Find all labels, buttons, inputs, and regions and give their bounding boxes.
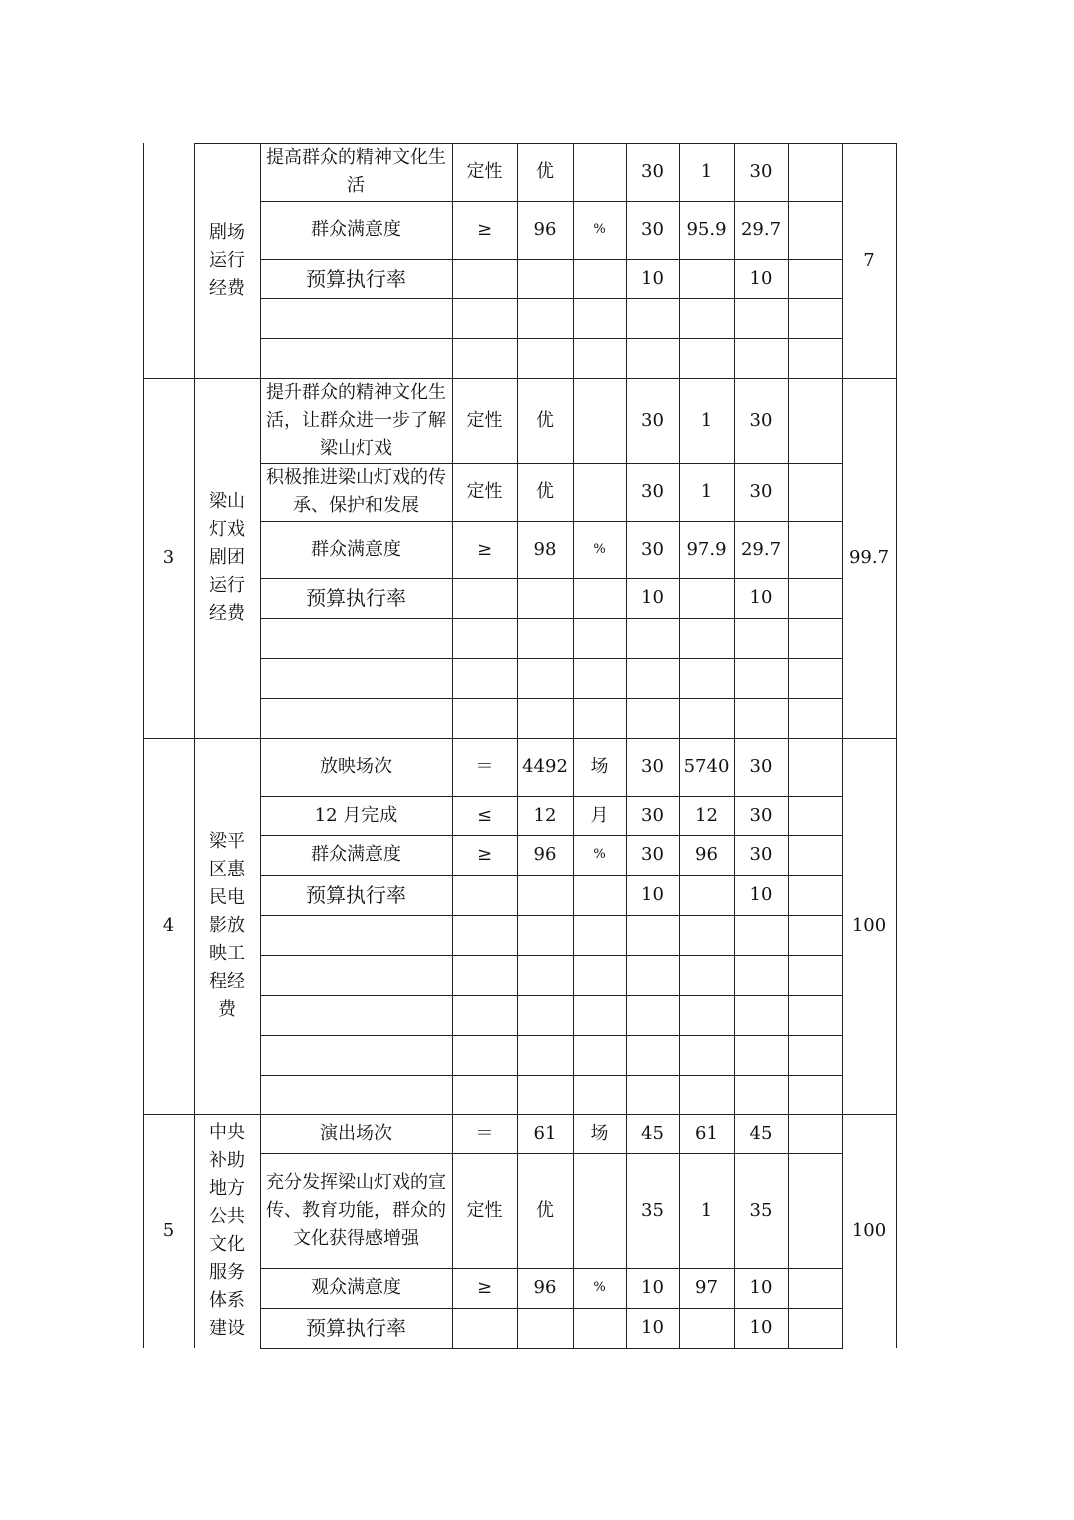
indicator-cell	[260, 915, 452, 955]
grid-line-v	[679, 143, 680, 1348]
note-cell	[788, 875, 842, 915]
score-cell: 29.7	[740, 538, 782, 560]
target-cell	[517, 1075, 573, 1114]
indicator-cell	[260, 658, 452, 698]
score-cell: 30	[749, 756, 773, 777]
weight-cell: 30	[641, 756, 664, 777]
project-name-cell: 中央补助地方公共文化服务体系建设	[209, 1122, 245, 1339]
actual-cell: 97	[695, 1277, 718, 1298]
unit-cell	[573, 698, 626, 738]
operator-cell: ＝	[475, 756, 494, 777]
weight-cell	[626, 1035, 679, 1075]
unit-cell: %	[593, 1280, 606, 1295]
note-cell	[788, 463, 842, 521]
unit-cell	[573, 578, 626, 618]
indicator-cell: 积极推进梁山灯戏的传承、保护和发展	[266, 467, 446, 516]
operator-cell: ≤	[476, 804, 493, 826]
indicator-cell: 演出场次	[320, 1122, 392, 1144]
score-cell: 30	[749, 161, 773, 182]
grid-line-v	[626, 143, 627, 1348]
grid-line-v	[573, 143, 574, 1348]
weight-cell: 30	[641, 161, 664, 182]
indicator-cell: 放映场次	[320, 756, 392, 777]
actual-cell: 95.9	[686, 219, 727, 240]
weight-cell: 30	[641, 409, 664, 431]
grid-line-h	[260, 1035, 843, 1036]
row-index-cell: 5	[162, 1220, 175, 1241]
score-cell	[734, 298, 788, 338]
grid-line-v	[260, 143, 261, 1348]
note-cell	[788, 1075, 842, 1114]
note-cell	[788, 578, 842, 618]
unit-cell	[573, 875, 626, 915]
actual-cell	[679, 1035, 734, 1075]
operator-cell: 定性	[466, 409, 503, 431]
target-cell: 4492	[522, 756, 568, 777]
score-cell: 10	[749, 587, 773, 608]
indicator-cell	[260, 338, 452, 378]
operator-cell	[452, 259, 517, 298]
unit-cell	[573, 1035, 626, 1075]
actual-cell	[679, 915, 734, 955]
target-cell	[517, 259, 573, 298]
unit-cell	[573, 463, 626, 521]
actual-cell: 1	[700, 1199, 713, 1221]
actual-cell: 12	[695, 804, 718, 826]
indicator-cell: 预算执行率	[306, 883, 406, 907]
score-cell: 29.7	[740, 219, 782, 240]
actual-cell: 5740	[683, 756, 730, 777]
actual-cell	[679, 1308, 734, 1348]
grid-line-h	[260, 618, 843, 619]
actual-cell: 97.9	[686, 538, 727, 560]
operator-cell: ≥	[476, 844, 493, 865]
actual-cell: 61	[695, 1122, 718, 1144]
operator-cell	[452, 338, 517, 378]
weight-cell: 45	[641, 1122, 664, 1144]
indicator-cell: 预算执行率	[306, 266, 406, 291]
weight-cell: 30	[641, 804, 664, 826]
grid-line-v	[452, 143, 453, 1348]
project-name-cell: 梁平区惠民电影放映工程经费	[209, 831, 245, 1020]
note-cell	[788, 698, 842, 738]
total-score-cell: 99.7	[848, 547, 890, 568]
note-cell	[788, 338, 842, 378]
note-cell	[788, 796, 842, 835]
note-cell	[788, 1153, 842, 1268]
target-cell	[517, 955, 573, 995]
indicator-cell	[260, 1035, 452, 1075]
score-cell	[734, 915, 788, 955]
grid-line-h	[260, 1153, 843, 1154]
grid-line-v	[842, 143, 843, 1348]
grid-line-h	[260, 578, 843, 579]
target-cell: 优	[536, 161, 554, 182]
score-cell	[734, 618, 788, 658]
project-name-cell: 梁山灯戏剧团运行经费	[209, 491, 245, 624]
unit-cell: %	[593, 222, 606, 237]
weight-cell	[626, 338, 679, 378]
weight-cell: 30	[641, 481, 664, 502]
grid-line-h	[260, 1268, 843, 1269]
note-cell	[788, 738, 842, 796]
grid-line-v	[194, 143, 195, 1348]
operator-cell	[452, 1075, 517, 1114]
total-score-cell: 100	[851, 1220, 887, 1241]
indicator-cell: 充分发挥梁山灯戏的宣传、教育功能，群众的文化获得感增强	[266, 1171, 446, 1249]
target-cell	[517, 338, 573, 378]
unit-cell	[573, 915, 626, 955]
actual-cell	[679, 298, 734, 338]
indicator-cell: 群众满意度	[311, 844, 401, 865]
operator-cell: 定性	[466, 1199, 503, 1221]
actual-cell	[679, 259, 734, 298]
indicator-cell: 预算执行率	[306, 586, 406, 610]
score-cell: 30	[749, 481, 773, 502]
grid-line-h	[260, 1308, 843, 1309]
grid-line-h	[260, 338, 843, 339]
indicator-cell	[260, 995, 452, 1035]
note-cell	[788, 1268, 842, 1308]
score-cell	[734, 698, 788, 738]
grid-line-h	[143, 1114, 897, 1115]
target-cell: 优	[536, 409, 554, 431]
indicator-cell: 提升群众的精神文化生活，让群众进一步了解梁山灯戏	[266, 381, 446, 459]
grid-line-h	[260, 1075, 843, 1076]
operator-cell	[452, 658, 517, 698]
unit-cell	[573, 1075, 626, 1114]
operator-cell: 定性	[466, 481, 503, 502]
indicator-cell: 12 月完成	[314, 804, 398, 826]
row-index-cell	[143, 143, 194, 378]
weight-cell	[626, 298, 679, 338]
target-cell: 61	[533, 1122, 557, 1144]
actual-cell	[679, 618, 734, 658]
unit-cell	[573, 658, 626, 698]
operator-cell	[452, 698, 517, 738]
grid-line-h	[194, 143, 261, 144]
score-cell	[734, 1075, 788, 1114]
actual-cell: 1	[700, 161, 713, 182]
actual-cell: 96	[695, 844, 718, 865]
actual-cell	[679, 1075, 734, 1114]
indicator-cell	[260, 298, 452, 338]
score-cell: 10	[749, 267, 773, 289]
unit-cell	[573, 955, 626, 995]
operator-cell: ≥	[476, 219, 493, 240]
grid-line-h	[260, 658, 843, 659]
weight-cell	[626, 955, 679, 995]
weight-cell: 30	[641, 538, 664, 560]
unit-cell	[573, 143, 626, 201]
note-cell	[788, 618, 842, 658]
grid-line-h	[260, 875, 843, 876]
actual-cell: 1	[700, 409, 713, 431]
operator-cell	[452, 955, 517, 995]
indicator-cell: 观众满意度	[311, 1277, 401, 1298]
weight-cell	[626, 618, 679, 658]
operator-cell	[452, 1308, 517, 1348]
actual-cell	[679, 578, 734, 618]
target-cell	[517, 915, 573, 955]
weight-cell	[626, 658, 679, 698]
operator-cell	[452, 1035, 517, 1075]
operator-cell	[452, 875, 517, 915]
weight-cell	[626, 1075, 679, 1114]
score-cell: 35	[749, 1199, 773, 1221]
indicator-cell	[260, 618, 452, 658]
grid-line-h	[260, 463, 843, 464]
unit-cell: %	[593, 541, 606, 557]
weight-cell: 30	[641, 844, 664, 865]
target-cell: 优	[536, 481, 554, 502]
grid-line-h	[260, 1348, 843, 1349]
note-cell	[788, 658, 842, 698]
unit-cell: 月	[590, 804, 609, 826]
weight-cell: 10	[641, 1317, 664, 1338]
target-cell	[517, 1035, 573, 1075]
target-cell	[517, 658, 573, 698]
score-cell: 45	[749, 1122, 773, 1144]
grid-line-v	[896, 143, 897, 1348]
actual-cell	[679, 955, 734, 995]
grid-line-h	[260, 201, 843, 202]
note-cell	[788, 1114, 842, 1153]
score-cell	[734, 658, 788, 698]
note-cell	[788, 298, 842, 338]
indicator-cell: 群众满意度	[311, 538, 401, 560]
note-cell	[788, 378, 842, 463]
note-cell	[788, 521, 842, 578]
operator-cell	[452, 915, 517, 955]
operator-cell: ＝	[475, 1122, 494, 1144]
unit-cell	[573, 338, 626, 378]
indicator-cell: 群众满意度	[311, 219, 401, 240]
project-name-cell: 剧场运行经费	[209, 221, 245, 299]
grid-line-h	[260, 955, 843, 956]
grid-line-v	[734, 143, 735, 1348]
note-cell	[788, 143, 842, 201]
score-cell: 10	[749, 1277, 773, 1298]
grid-line-h	[260, 995, 843, 996]
grid-line-h	[260, 259, 843, 260]
note-cell	[788, 955, 842, 995]
target-cell: 96	[533, 219, 557, 240]
score-cell	[734, 955, 788, 995]
total-score-cell: 100	[851, 915, 887, 936]
unit-cell: 场	[590, 756, 609, 777]
score-cell	[734, 338, 788, 378]
unit-cell: 场	[590, 1122, 609, 1144]
operator-cell	[452, 618, 517, 658]
grid-line-h	[260, 698, 843, 699]
target-cell	[517, 995, 573, 1035]
score-cell: 10	[749, 1317, 773, 1338]
weight-cell: 35	[641, 1199, 664, 1221]
indicator-cell: 预算执行率	[306, 1316, 406, 1340]
score-cell: 30	[749, 844, 773, 865]
operator-cell	[452, 578, 517, 618]
grid-line-h	[260, 915, 843, 916]
actual-cell: 1	[700, 481, 713, 502]
total-score-cell: 7	[863, 249, 875, 271]
actual-cell	[679, 698, 734, 738]
actual-cell	[679, 338, 734, 378]
grid-line-h	[143, 378, 897, 379]
actual-cell	[679, 875, 734, 915]
operator-cell: ≥	[476, 1277, 493, 1298]
score-cell	[734, 995, 788, 1035]
note-cell	[788, 1035, 842, 1075]
target-cell: 98	[533, 538, 557, 560]
note-cell	[788, 995, 842, 1035]
unit-cell	[573, 995, 626, 1035]
grid-line-h	[260, 835, 843, 836]
weight-cell: 30	[641, 219, 664, 240]
target-cell	[517, 698, 573, 738]
grid-line-h	[260, 521, 843, 522]
grid-line-v	[143, 143, 144, 1348]
weight-cell	[626, 915, 679, 955]
indicator-cell	[260, 955, 452, 995]
unit-cell	[573, 1153, 626, 1268]
operator-cell: 定性	[466, 161, 503, 182]
target-cell	[517, 618, 573, 658]
grid-line-h	[260, 143, 896, 144]
grid-line-v	[788, 143, 789, 1348]
score-cell: 30	[749, 409, 773, 431]
target-cell	[517, 875, 573, 915]
target-cell	[517, 298, 573, 338]
grid-line-h	[143, 738, 897, 739]
note-cell	[788, 1308, 842, 1348]
weight-cell: 10	[641, 587, 664, 608]
actual-cell	[679, 995, 734, 1035]
unit-cell	[573, 259, 626, 298]
weight-cell: 10	[641, 1277, 664, 1298]
operator-cell	[452, 298, 517, 338]
note-cell	[788, 835, 842, 875]
note-cell	[788, 201, 842, 259]
grid-line-h	[260, 796, 843, 797]
row-index-cell: 4	[162, 915, 175, 936]
target-cell: 96	[533, 1277, 557, 1298]
weight-cell: 10	[641, 267, 664, 289]
indicator-cell	[260, 698, 452, 738]
indicator-cell: 提高群众的精神文化生活	[266, 147, 446, 196]
note-cell	[788, 915, 842, 955]
actual-cell	[679, 658, 734, 698]
weight-cell	[626, 698, 679, 738]
target-cell: 优	[536, 1199, 554, 1221]
unit-cell	[573, 1308, 626, 1348]
score-cell: 10	[749, 884, 773, 905]
unit-cell	[573, 378, 626, 463]
grid-line-h	[260, 298, 843, 299]
target-cell: 96	[533, 844, 557, 865]
score-cell: 30	[749, 804, 773, 826]
note-cell	[788, 259, 842, 298]
grid-line-v	[517, 143, 518, 1348]
unit-cell: %	[593, 847, 606, 862]
target-cell	[517, 1308, 573, 1348]
weight-cell: 10	[641, 884, 664, 905]
operator-cell	[452, 995, 517, 1035]
operator-cell: ≥	[476, 538, 493, 560]
target-cell	[517, 578, 573, 618]
target-cell: 12	[533, 804, 557, 826]
row-index-cell: 3	[162, 547, 175, 568]
unit-cell	[573, 298, 626, 338]
indicator-cell	[260, 1075, 452, 1114]
unit-cell	[573, 618, 626, 658]
score-cell	[734, 1035, 788, 1075]
weight-cell	[626, 995, 679, 1035]
